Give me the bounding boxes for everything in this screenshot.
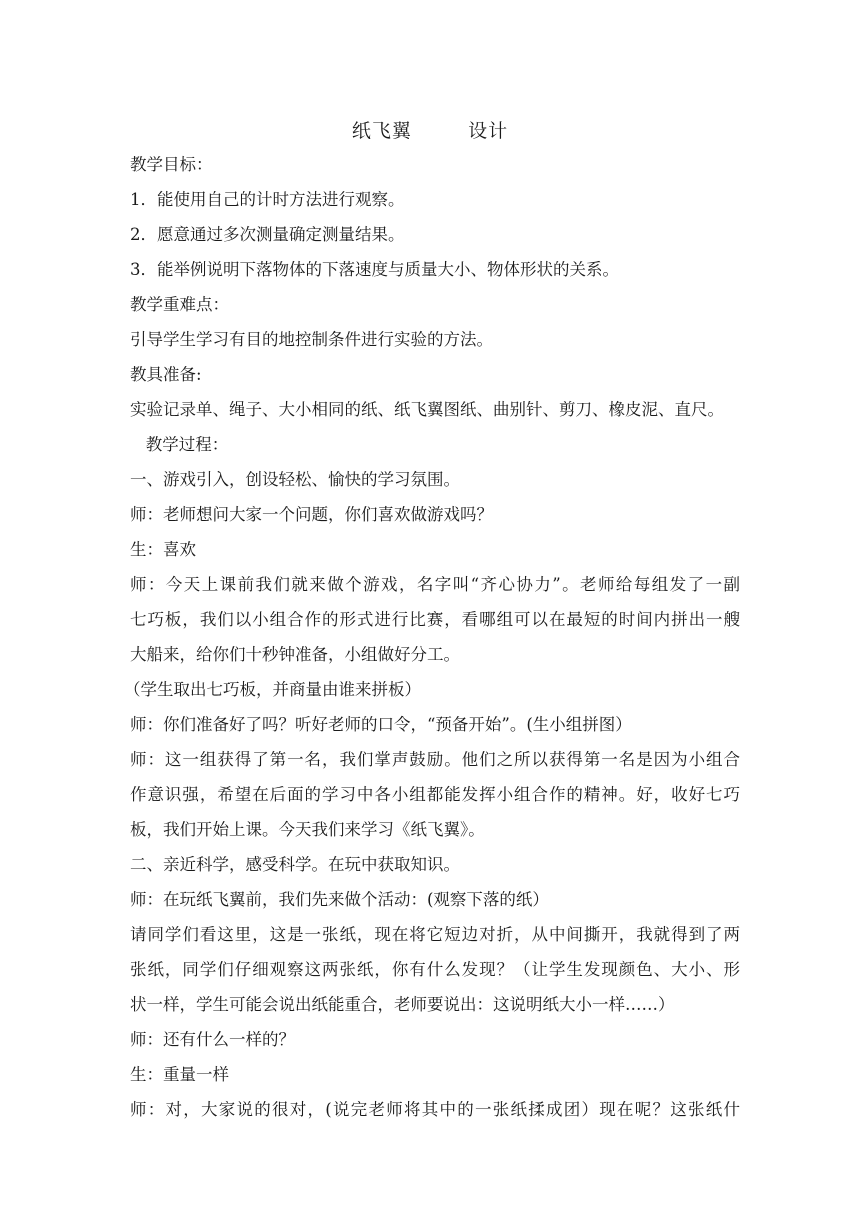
objective-item-1: 1．能使用自己的计时方法进行观察。 xyxy=(130,190,405,209)
paragraph-line: 大船来，给你们十秒钟准备，小组做好分工。 xyxy=(130,645,460,664)
paragraph-line: 生：喜欢 xyxy=(130,540,196,559)
paragraph-line: 请同学们看这里，这是一张纸，现在将它短边对折，从中间撕开，我就得到了两 xyxy=(130,925,740,944)
paragraph-line: （学生取出七巧板，并商量由谁来拼板） xyxy=(124,680,421,699)
paragraph-line: 师：在玩纸飞翼前，我们先来做个活动：(观察下落的纸） xyxy=(130,890,549,909)
paragraph-line: 师：今天上课前我们就来做个游戏，名字叫“齐心协力”。老师给每组发了一副 xyxy=(130,575,740,594)
key-points-text: 引导学生学习有目的地控制条件进行实验的方法。 xyxy=(130,330,493,349)
section-heading-process: 教学过程： xyxy=(130,435,229,454)
section-heading-materials: 教具准备: xyxy=(130,365,202,384)
objective-item-2: 2．愿意通过多次测量确定测量结果。 xyxy=(130,225,405,244)
paragraph-line: 板，我们开始上课。今天我们来学习《纸飞翼》。 xyxy=(130,820,485,839)
objective-item-3: 3．能举例说明下落物体的下落速度与质量大小、物体形状的关系。 xyxy=(130,260,619,279)
section-heading-objectives: 教学目标： xyxy=(130,155,213,174)
paragraph-line: 师：对，大家说的很对，(说完老师将其中的一张纸揉成团）现在呢？这张纸什 xyxy=(130,1100,740,1119)
paragraph-line: 师：还有什么一样的？ xyxy=(130,1030,295,1049)
paragraph-line: 生：重量一样 xyxy=(130,1065,229,1084)
section-heading-key-points: 教学重难点： xyxy=(130,295,229,314)
document-title: 纸飞翼 设计 xyxy=(351,120,509,142)
paragraph-line: 师：老师想问大家一个问题，你们喜欢做游戏吗？ xyxy=(130,505,493,524)
paragraph-line: 师：这一组获得了第一名，我们掌声鼓励。他们之所以获得第一名是因为小组合 xyxy=(130,750,740,769)
materials-text: 实验记录单、绳子、大小相同的纸、纸飞翼图纸、曲别针、剪刀、橡皮泥、直尺。 xyxy=(130,400,724,419)
process-part-1-heading: 一、游戏引入，创设轻松、愉快的学习氛围。 xyxy=(130,470,460,489)
paragraph-line: 师：你们准备好了吗？听好老师的口令，“预备开始”。(生小组拼图） xyxy=(130,715,632,734)
paragraph-line: 张纸，同学们仔细观察这两张纸，你有什么发现？（让学生发现颜色、大小、形 xyxy=(130,960,740,979)
process-part-2-heading: 二、亲近科学，感受科学。在玩中获取知识。 xyxy=(130,855,460,874)
paragraph-line: 作意识强，希望在后面的学习中各小组都能发挥小组合作的精神。好，收好七巧 xyxy=(130,785,740,804)
paragraph-line: 状一样，学生可能会说出纸能重合，老师要说出：这说明纸大小一样……） xyxy=(130,995,675,1014)
paragraph-line: 七巧板，我们以小组合作的形式进行比赛，看哪组可以在最短的时间内拼出一艘 xyxy=(130,610,740,629)
